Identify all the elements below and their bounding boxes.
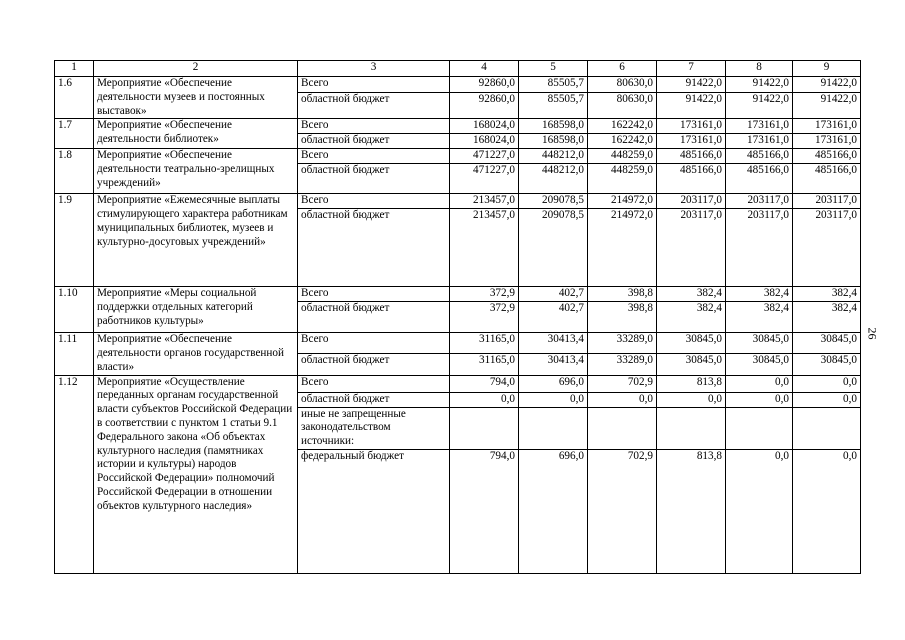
value-cell: 448259,0	[588, 149, 657, 164]
funding-source-label: областной бюджет	[298, 134, 450, 149]
value-cell: 30845,0	[726, 333, 793, 354]
row-index: 1.7	[55, 119, 94, 149]
value-cell: 30413,4	[519, 354, 588, 375]
value-cell: 203117,0	[657, 209, 726, 287]
value-cell: 485166,0	[726, 164, 793, 194]
value-cell: 213457,0	[450, 194, 519, 209]
row-title: Мероприятие «Обеспечение деятельности музеев и постоянных выставок»	[94, 77, 298, 119]
value-cell: 31165,0	[450, 354, 519, 375]
value-cell: 696,0	[519, 375, 588, 392]
value-cell: 91422,0	[657, 77, 726, 93]
value-cell: 173161,0	[657, 119, 726, 134]
value-cell: 30845,0	[793, 333, 861, 354]
funding-source-label: областной бюджет	[298, 209, 450, 287]
value-cell: 91422,0	[726, 77, 793, 93]
value-cell: 85505,7	[519, 77, 588, 93]
value-cell: 485166,0	[726, 149, 793, 164]
row-index: 1.11	[55, 333, 94, 375]
value-cell: 382,4	[657, 287, 726, 302]
value-cell: 162242,0	[588, 134, 657, 149]
value-cell: 402,7	[519, 287, 588, 302]
col-header-9: 9	[793, 61, 861, 77]
value-cell: 0,0	[726, 392, 793, 407]
value-cell: 0,0	[519, 392, 588, 407]
funding-source-label: областной бюджет	[298, 92, 450, 119]
value-cell: 31165,0	[450, 333, 519, 354]
table-row	[55, 149, 861, 164]
table-row	[55, 333, 861, 354]
value-cell: 30413,4	[519, 333, 588, 354]
row-title: Мероприятие «Обеспечение деятельности библиотек»	[94, 119, 298, 149]
value-cell: 813,8	[657, 449, 726, 573]
value-cell: 91422,0	[657, 92, 726, 119]
budget-table	[54, 60, 861, 574]
value-cell: 203117,0	[726, 194, 793, 209]
value-cell: 203117,0	[657, 194, 726, 209]
value-cell: 813,8	[657, 375, 726, 392]
value-cell: 0,0	[588, 392, 657, 407]
funding-source-label: областной бюджет	[298, 164, 450, 194]
value-cell: 209078,5	[519, 194, 588, 209]
value-cell: 30845,0	[657, 354, 726, 375]
value-cell: 173161,0	[793, 134, 861, 149]
value-cell	[519, 407, 588, 449]
funding-source-label: федеральный бюджет	[298, 449, 450, 573]
value-cell: 382,4	[726, 302, 793, 333]
value-cell: 85505,7	[519, 92, 588, 119]
row-index: 1.9	[55, 194, 94, 287]
value-cell: 91422,0	[793, 92, 861, 119]
value-cell: 30845,0	[657, 333, 726, 354]
value-cell: 80630,0	[588, 77, 657, 93]
value-cell: 485166,0	[793, 149, 861, 164]
funding-source-label: областной бюджет	[298, 392, 450, 407]
col-header-3: 3	[298, 61, 450, 77]
value-cell: 203117,0	[793, 194, 861, 209]
value-cell: 30845,0	[726, 354, 793, 375]
value-cell: 702,9	[588, 375, 657, 392]
value-cell: 91422,0	[726, 92, 793, 119]
value-cell: 382,4	[793, 287, 861, 302]
value-cell: 214972,0	[588, 209, 657, 287]
value-cell: 382,4	[793, 302, 861, 333]
value-cell	[657, 407, 726, 449]
table-body	[55, 77, 861, 574]
col-header-2: 2	[94, 61, 298, 77]
value-cell: 471227,0	[450, 149, 519, 164]
value-cell: 168024,0	[450, 119, 519, 134]
funding-source-label: Всего	[298, 149, 450, 164]
value-cell: 203117,0	[726, 209, 793, 287]
value-cell: 92860,0	[450, 92, 519, 119]
funding-source-label: областной бюджет	[298, 354, 450, 375]
col-header-1: 1	[55, 61, 94, 77]
table-row	[55, 194, 861, 209]
row-index: 1.12	[55, 375, 94, 573]
row-index: 1.8	[55, 149, 94, 194]
value-cell: 209078,5	[519, 209, 588, 287]
value-cell	[726, 407, 793, 449]
header-row	[55, 61, 861, 77]
value-cell: 372,9	[450, 287, 519, 302]
value-cell: 80630,0	[588, 92, 657, 119]
funding-source-label: иные не запрещенные законодательством источники:	[298, 407, 450, 449]
value-cell: 162242,0	[588, 119, 657, 134]
row-title: Мероприятие «Меры социальной поддержки отдельных категорий работников культуры»	[94, 287, 298, 333]
row-title: Мероприятие «Обеспечение деятельности театрально-зрелищных учреждений»	[94, 149, 298, 194]
value-cell: 91422,0	[793, 77, 861, 93]
col-header-5: 5	[519, 61, 588, 77]
value-cell: 485166,0	[657, 164, 726, 194]
value-cell: 173161,0	[726, 134, 793, 149]
value-cell: 173161,0	[726, 119, 793, 134]
row-index: 1.6	[55, 77, 94, 119]
value-cell: 0,0	[726, 449, 793, 573]
row-title: Мероприятие «Осуществление переданных органам государственной власти субъектов Российской Федерации в соответствии с пунктом 1 статьи 9.1 Федерального закона «Об объектах культурного наследия (памятниках истории и культуры) народов Российской Федерации» полномочий Российской Федерации в отношении объектов культурного наследия»	[94, 375, 298, 573]
value-cell: 794,0	[450, 375, 519, 392]
value-cell: 213457,0	[450, 209, 519, 287]
value-cell: 92860,0	[450, 77, 519, 93]
value-cell: 448212,0	[519, 149, 588, 164]
value-cell: 0,0	[450, 392, 519, 407]
value-cell	[793, 407, 861, 449]
value-cell: 448212,0	[519, 164, 588, 194]
value-cell: 471227,0	[450, 164, 519, 194]
page-number: 26	[865, 327, 880, 340]
table-row	[55, 119, 861, 134]
value-cell: 696,0	[519, 449, 588, 573]
value-cell: 794,0	[450, 449, 519, 573]
funding-source-label: Всего	[298, 375, 450, 392]
table-row	[55, 287, 861, 302]
funding-source-label: Всего	[298, 77, 450, 93]
value-cell: 214972,0	[588, 194, 657, 209]
value-cell: 0,0	[793, 375, 861, 392]
value-cell: 372,9	[450, 302, 519, 333]
value-cell: 173161,0	[657, 134, 726, 149]
value-cell: 485166,0	[657, 149, 726, 164]
row-title: Мероприятие «Ежемесячные выплаты стимулирующего характера работникам муниципальных библиотек, музеев и культурно-досуговых учреждений»	[94, 194, 298, 287]
value-cell: 398,8	[588, 302, 657, 333]
row-index: 1.10	[55, 287, 94, 333]
value-cell: 702,9	[588, 449, 657, 573]
col-header-7: 7	[657, 61, 726, 77]
value-cell: 168024,0	[450, 134, 519, 149]
value-cell: 398,8	[588, 287, 657, 302]
value-cell: 448259,0	[588, 164, 657, 194]
row-title: Мероприятие «Обеспечение деятельности органов государственной власти»	[94, 333, 298, 375]
value-cell: 485166,0	[793, 164, 861, 194]
value-cell: 0,0	[657, 392, 726, 407]
value-cell: 0,0	[793, 449, 861, 573]
value-cell: 168598,0	[519, 119, 588, 134]
value-cell: 30845,0	[793, 354, 861, 375]
value-cell: 203117,0	[793, 209, 861, 287]
funding-source-label: Всего	[298, 333, 450, 354]
value-cell	[588, 407, 657, 449]
funding-source-label: Всего	[298, 119, 450, 134]
col-header-8: 8	[726, 61, 793, 77]
table-row	[55, 375, 861, 392]
value-cell: 173161,0	[793, 119, 861, 134]
funding-source-label: Всего	[298, 194, 450, 209]
funding-source-label: областной бюджет	[298, 302, 450, 333]
col-header-6: 6	[588, 61, 657, 77]
table-row	[55, 77, 861, 93]
value-cell	[450, 407, 519, 449]
funding-source-label: Всего	[298, 287, 450, 302]
value-cell: 33289,0	[588, 354, 657, 375]
value-cell: 402,7	[519, 302, 588, 333]
value-cell: 382,4	[726, 287, 793, 302]
value-cell: 0,0	[726, 375, 793, 392]
value-cell: 0,0	[793, 392, 861, 407]
col-header-4: 4	[450, 61, 519, 77]
value-cell: 382,4	[657, 302, 726, 333]
value-cell: 33289,0	[588, 333, 657, 354]
value-cell: 168598,0	[519, 134, 588, 149]
